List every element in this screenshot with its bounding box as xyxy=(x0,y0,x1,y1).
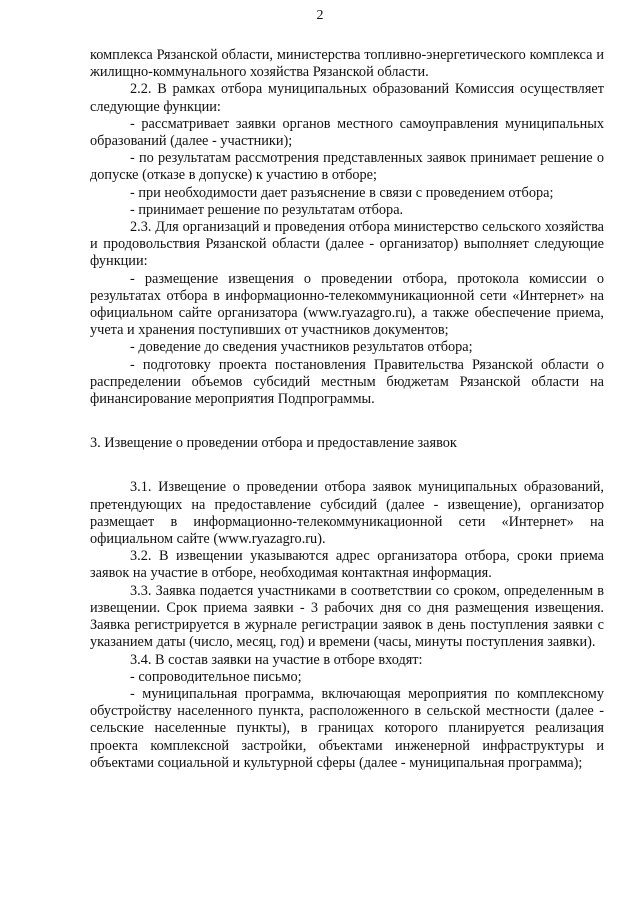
document-body xyxy=(90,47,604,772)
section-heading: 3. Извещение о проведении отбора и предоставление заявок xyxy=(90,435,457,452)
paragraph: - при необходимости дает разъяснение в связи с проведением отбора; xyxy=(130,184,554,201)
page-number: 2 xyxy=(316,8,324,23)
paragraph: - размещение извещения о проведении отбора, протокола комиссии о результатах отбора в информационно-телекоммуникационной сети «Интернет» на официальном сайте организатора (www.ryazagro.ru), а также обеспечение приема, учета и хранения поступивших от участников документов; xyxy=(90,270,604,339)
paragraph: 3.1. Извещение о проведении отбора заявок муниципальных образований, претендующих на предоставление субсидий (далее - извещение), организатор размещает в информационно-телекоммуникационной сети «Интернет» на официальном сайте (www.ryazagro.ru). xyxy=(90,479,604,548)
paragraph: - по результатам рассмотрения представленных заявок принимает решение о допуске (отказе в допуске) к участию в отборе; xyxy=(90,150,604,184)
paragraph: - подготовку проекта постановления Правительства Рязанской области о распределении объемов субсидий местным бюджетам Рязанской области на финансирование мероприятия Подпрограммы. xyxy=(90,356,604,408)
paragraph: - муниципальная программа, включающая мероприятия по комплексному обустройству населенного пункта, расположенного в сельской местности (далее - сельские населенные пункты), в границах которого планируется реализация проекта комплексной застройки, объектами инженерной инфраструктуры и объектами социальной и культурной сферы (далее - муниципальная программа); xyxy=(90,685,604,771)
paragraph: 3.3. Заявка подается участниками в соответствии со сроком, определенным в извещении. Срок приема заявки - 3 рабочих дня со дня размещения извещения. Заявка регистрируется в журнале регистрации заявок в день поступления заявки с указанием даты (число, месяц, год) и времени (часы, минуты поступления заявки). xyxy=(90,582,604,651)
paragraph: - доведение до сведения участников результатов отбора; xyxy=(130,339,473,356)
paragraph: - рассматривает заявки органов местного самоуправления муниципальных образований (далее - участники); xyxy=(90,115,604,150)
paragraph: 3.4. В состав заявки на участие в отборе входят: xyxy=(130,651,423,668)
paragraph: 2.3. Для организаций и проведения отбора министерство сельского хозяйства и продовольствия Рязанской области (далее - организатор) выполняет следующие функции: xyxy=(90,219,604,270)
paragraph: - сопроводительное письмо; xyxy=(130,668,302,685)
paragraph: комплекса Рязанской области, министерства топливно-энергетического комплекса и жилищно-коммунального хозяйства Рязанской области. xyxy=(90,47,604,81)
section-3-text xyxy=(90,479,604,771)
paragraph: - принимает решение по результатам отбора. xyxy=(130,201,404,218)
section-2-text xyxy=(90,47,604,408)
paragraph: 2.2. В рамках отбора муниципальных образований Комиссия осуществляет следующие функции: xyxy=(90,81,604,115)
paragraph: 3.2. В извещении указываются адрес организатора отбора, сроки приема заявок на участие в отборе, необходимая контактная информация. xyxy=(90,548,604,582)
